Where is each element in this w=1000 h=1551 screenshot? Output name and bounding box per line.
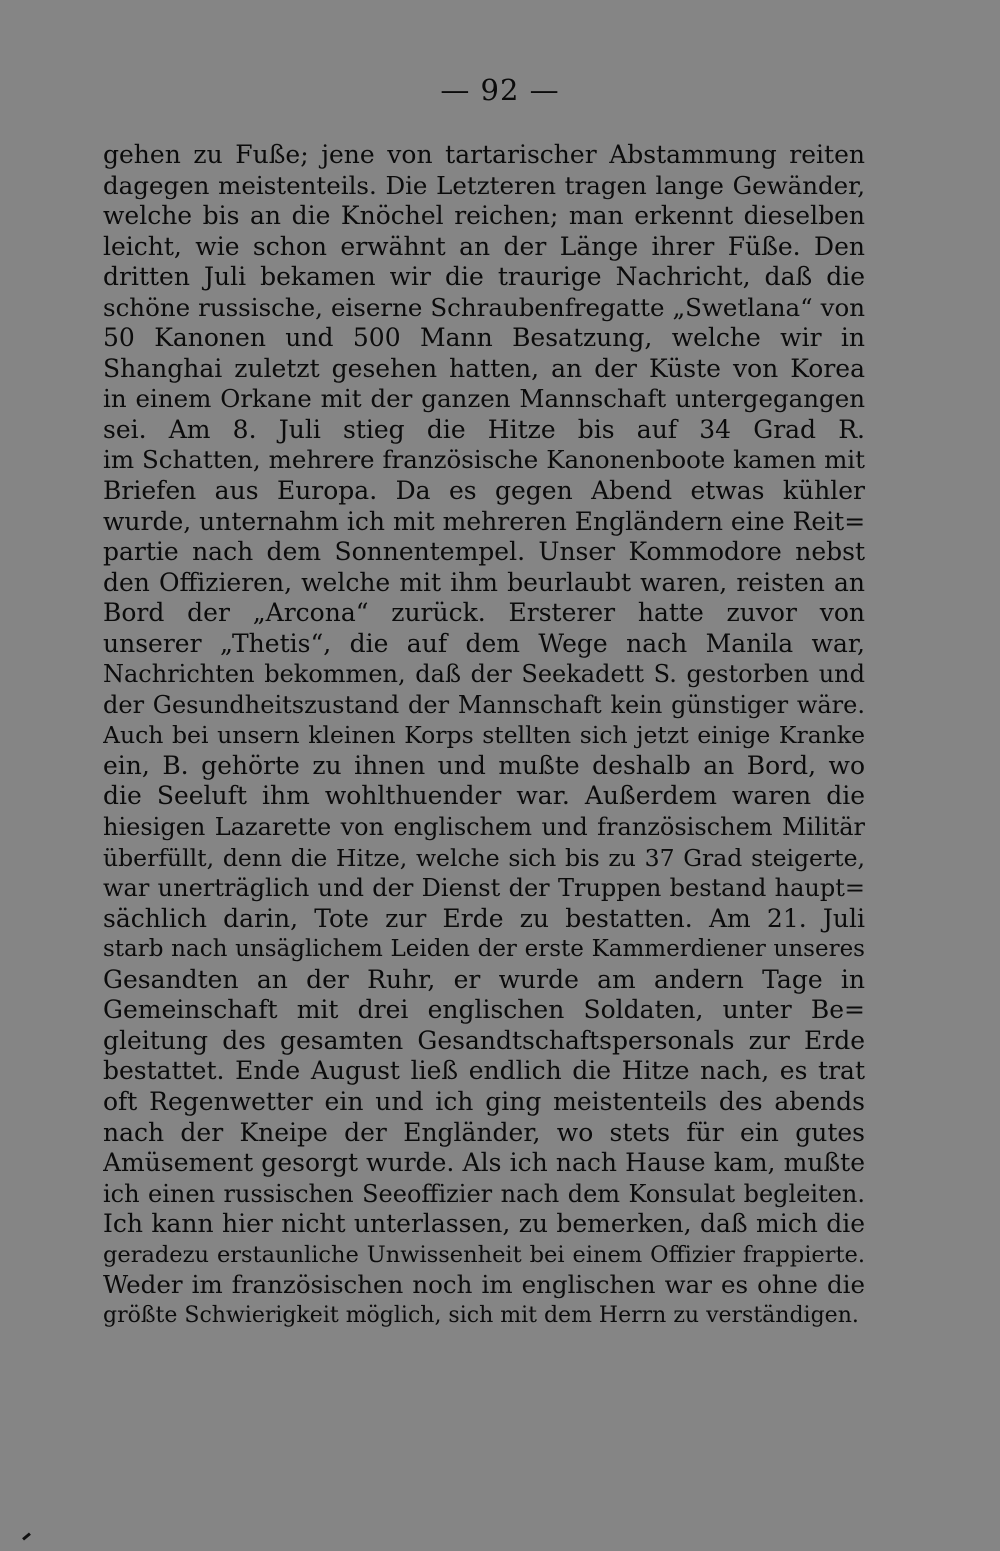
text-line: geradezu erstaunliche Unwissenheit bei einem Offizier frappierte. bbox=[103, 1241, 865, 1268]
text-line: sei. Am 8. Juli stieg die Hitze bis auf 34 Grad R. bbox=[103, 414, 865, 444]
text-line: Bord der „Arcona“ zurück. Ersterer hatte zuvor von bbox=[103, 598, 865, 628]
body-text bbox=[103, 140, 865, 1331]
text-line: welche bis an die Knöchel reichen; man erkennt dieselben bbox=[103, 201, 865, 231]
text-line: dagegen meistenteils. Die Letzteren tragen lange Gewänder, bbox=[103, 170, 865, 200]
text-line: war unerträglich und der Dienst der Truppen bestand haupt= bbox=[103, 874, 865, 903]
text-line: leicht, wie schon erwähnt an der Länge ihrer Füße. Den bbox=[103, 231, 865, 261]
text-line: überfüllt, denn die Hitze, welche sich bis zu 37 Grad steigerte, bbox=[103, 843, 865, 872]
text-line: nach der Kneipe der Engländer, wo stets für ein gutes bbox=[103, 1117, 865, 1147]
text-line: hiesigen Lazarette von englischem und französischem Militär bbox=[103, 813, 865, 842]
text-line: Gesandten an der Ruhr, er wurde am andern Tage in bbox=[103, 964, 865, 994]
text-line: unserer „Thetis“, die auf dem Wege nach Manila war, bbox=[103, 628, 865, 658]
text-line: dritten Juli bekamen wir die traurige Nachricht, daß die bbox=[103, 262, 865, 292]
text-line: gleitung des gesamten Gesandtschaftspersonals zur Erde bbox=[103, 1025, 865, 1055]
text-line: der Gesundheitszustand der Mannschaft kein günstiger wäre. bbox=[103, 690, 865, 719]
text-line: Briefen aus Europa. Da es gegen Abend etwas kühler bbox=[103, 476, 865, 506]
text-line: größte Schwierigkeit möglich, sich mit dem Herrn zu verständigen. bbox=[103, 1302, 859, 1328]
text-line: im Schatten, mehrere französische Kanonenboote kamen mit bbox=[103, 445, 865, 475]
text-line: Weder im französischen noch im englischen war es ohne die bbox=[103, 1270, 865, 1300]
text-line: wurde, unternahm ich mit mehreren Engländern eine Reit= bbox=[103, 506, 865, 536]
text-line: in einem Orkane mit der ganzen Mannschaft untergegangen bbox=[103, 384, 865, 414]
ink-speck bbox=[22, 1532, 31, 1540]
text-line: Shanghai zuletzt gesehen hatten, an der Küste von Korea bbox=[103, 353, 865, 383]
text-line: 50 Kanonen und 500 Mann Besatzung, welche wir in bbox=[103, 323, 865, 353]
text-line: die Seeluft ihm wohlthuender war. Außerdem waren die bbox=[103, 781, 865, 811]
text-line: schöne russische, eiserne Schraubenfregatte „Swetlana“ von bbox=[103, 292, 865, 322]
text-line: Ich kann hier nicht unterlassen, zu bemerken, daß mich die bbox=[103, 1209, 865, 1239]
text-line: oft Regenwetter ein und ich ging meistenteils des abends bbox=[103, 1086, 865, 1116]
text-line: Amüsement gesorgt wurde. Als ich nach Hause kam, mußte bbox=[103, 1148, 865, 1178]
text-line: starb nach unsäglichem Leiden der erste Kammerdiener unseres bbox=[103, 936, 865, 963]
text-line: gehen zu Fuße; jene von tartarischer Abstammung reiten bbox=[103, 140, 865, 169]
text-line: ich einen russischen Seeoffizier nach dem Konsulat begleiten. bbox=[103, 1179, 865, 1208]
text-line: Auch bei unsern kleinen Korps stellten sich jetzt einige Kranke bbox=[103, 721, 865, 750]
page-number: — 92 — bbox=[440, 73, 560, 107]
text-line: partie nach dem Sonnentempel. Unser Kommodore nebst bbox=[103, 537, 865, 567]
text-line: den Offizieren, welche mit ihm beurlaubt waren, reisten an bbox=[103, 567, 865, 597]
text-line: bestattet. Ende August ließ endlich die Hitze nach, es trat bbox=[103, 1056, 865, 1086]
text-line: ein, B. gehörte zu ihnen und mußte deshalb an Bord, wo bbox=[103, 750, 865, 780]
text-line: Nachrichten bekommen, daß der Seekadett S. gestorben und bbox=[103, 660, 865, 689]
text-line: sächlich darin, Tote zur Erde zu bestatten. Am 21. Juli bbox=[103, 903, 865, 933]
text-line: Gemeinschaft mit drei englischen Soldaten, unter Be= bbox=[103, 995, 865, 1025]
